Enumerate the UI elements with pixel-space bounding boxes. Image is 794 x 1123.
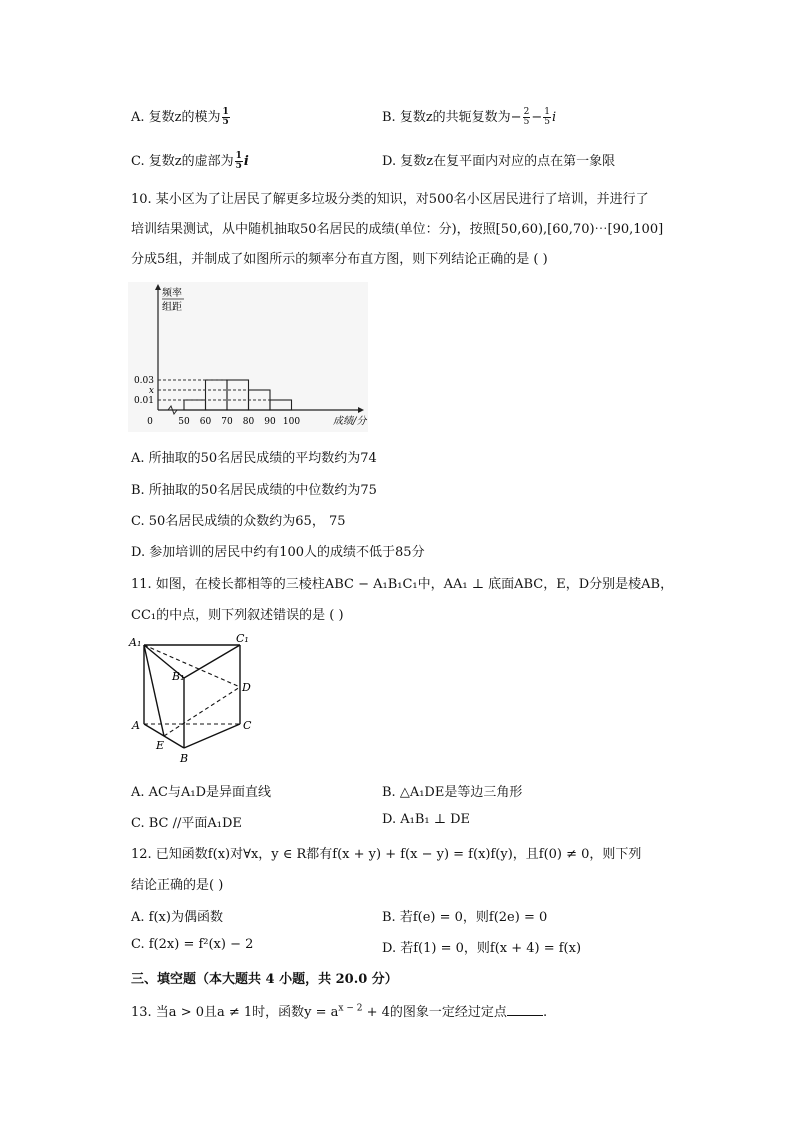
q13-stem: 13. 当a > 0且a ≠ 1时，函数$y = a^{x - 2} + 4$的图象一定经过定点 .: [131, 1003, 548, 1020]
q12-stem-line2: 结论正确的是( ): [131, 878, 224, 893]
x-axis-label: 成绩/分: [333, 416, 367, 427]
label-c1: C₁: [236, 632, 249, 645]
answer-blank[interactable]: [507, 1003, 543, 1016]
y-axis-label-bottom: 组距: [162, 302, 182, 313]
fraction: $\frac{2}{5}$: [523, 107, 530, 127]
y-tick-label: 0.03: [133, 376, 154, 386]
label-e: E: [156, 739, 165, 752]
q10-option-d: D. 参加培训的居民中约有100人的成绩不低于85分: [131, 545, 425, 560]
q11-stem-line1: 11. 如图，在棱长都相等的三棱柱ABC − A₁B₁C₁中，AA₁ ⊥ 底面ABC，E，D分别是棱AB，: [131, 577, 674, 592]
label-b: B: [180, 752, 189, 765]
q10-option-b: B. 所抽取的50名居民成绩的中位数约为75: [131, 483, 377, 498]
q10-stem-line1: 10. 某小区为了让居民了解更多垃圾分类的知识，对500名小区居民进行了培训，并进行了: [131, 192, 649, 207]
label-c: C: [243, 719, 252, 732]
label-a: A: [132, 719, 140, 732]
q9-option-c: C. 复数z的虚部为 $\frac{1}{5}$ i: [131, 151, 249, 171]
x-tick-label: 50: [178, 417, 190, 427]
q11-option-c: C. BC //平面A₁DE: [131, 816, 242, 831]
label-a1: A₁: [129, 636, 142, 649]
fraction: $\frac{1}{5}$: [222, 107, 229, 127]
q11-option-d: D. A₁B₁ ⊥ DE: [382, 812, 470, 827]
q12-option-a: A. f(x)为偶函数: [131, 910, 223, 925]
prism-diagram: [126, 630, 266, 770]
q12-option-b: B. 若f(e) = 0，则f(2e) = 0: [382, 910, 548, 925]
fraction: $\frac{1}{5}$: [235, 151, 242, 171]
histogram-plot: [128, 282, 368, 432]
y-axis-label-top: 频率: [162, 288, 182, 299]
q10-option-c: C. 50名居民成绩的众数约为65， 75: [131, 514, 346, 529]
q11-option-b: B. △A₁DE是等边三角形: [382, 785, 523, 800]
x-tick-label: 100: [282, 417, 301, 427]
frequency-histogram: [128, 282, 368, 432]
x-tick-label: 80: [242, 417, 255, 427]
section-heading: 三、填空题（本大题共 4 小题，共 20.0 分）: [131, 972, 398, 987]
q11-stem-line2: CC₁的中点，则下列叙述错误的是 ( ): [131, 608, 344, 623]
label-b1: B₁: [172, 670, 185, 683]
y-tick-label: x: [148, 386, 154, 396]
x-tick-label: 90: [264, 417, 276, 427]
q12-stem-line1: 12. 已知函数f(x)对∀x，y ∈ R都有f(x + y) + f(x − y) = f(x)f(y)，且f(0) ≠ 0，则下列: [131, 847, 642, 862]
x-tick-label: 0: [147, 417, 153, 427]
q9-option-a: A. 复数z的模为 $\frac{1}{5}$: [131, 107, 229, 127]
x-tick-label: 70: [221, 417, 233, 427]
q10-stem-line3: 分成5组，并制成了如图所示的频率分布直方图，则下列结论正确的是 ( ): [131, 252, 548, 267]
fraction: $\frac{1}{5}$: [544, 107, 550, 127]
label-d: D: [242, 681, 251, 694]
q10-stem-line2: 培训结果测试，从中随机抽取50名居民的成绩(单位：分)，按照[50,60),[60,70)⋯[90,100]: [131, 222, 664, 237]
q12-option-c: C. f(2x) = f²(x) − 2: [131, 937, 254, 952]
q11-option-a: A. AC与A₁D是异面直线: [131, 785, 272, 800]
q9-option-b: B. 复数z的共轭复数为− $\frac{2}{5}$ − $\frac{1}{5}$ i: [382, 107, 557, 127]
q10-option-a: A. 所抽取的50名居民成绩的平均数约为74: [131, 451, 377, 466]
y-tick-label: 0.01: [133, 396, 154, 406]
q12-option-d: D. 若f(1) = 0，则f(x + 4) = f(x): [382, 941, 582, 956]
q9-option-d: D. 复数z在复平面内对应的点在第一象限: [382, 154, 616, 169]
x-tick-label: 60: [199, 417, 212, 427]
